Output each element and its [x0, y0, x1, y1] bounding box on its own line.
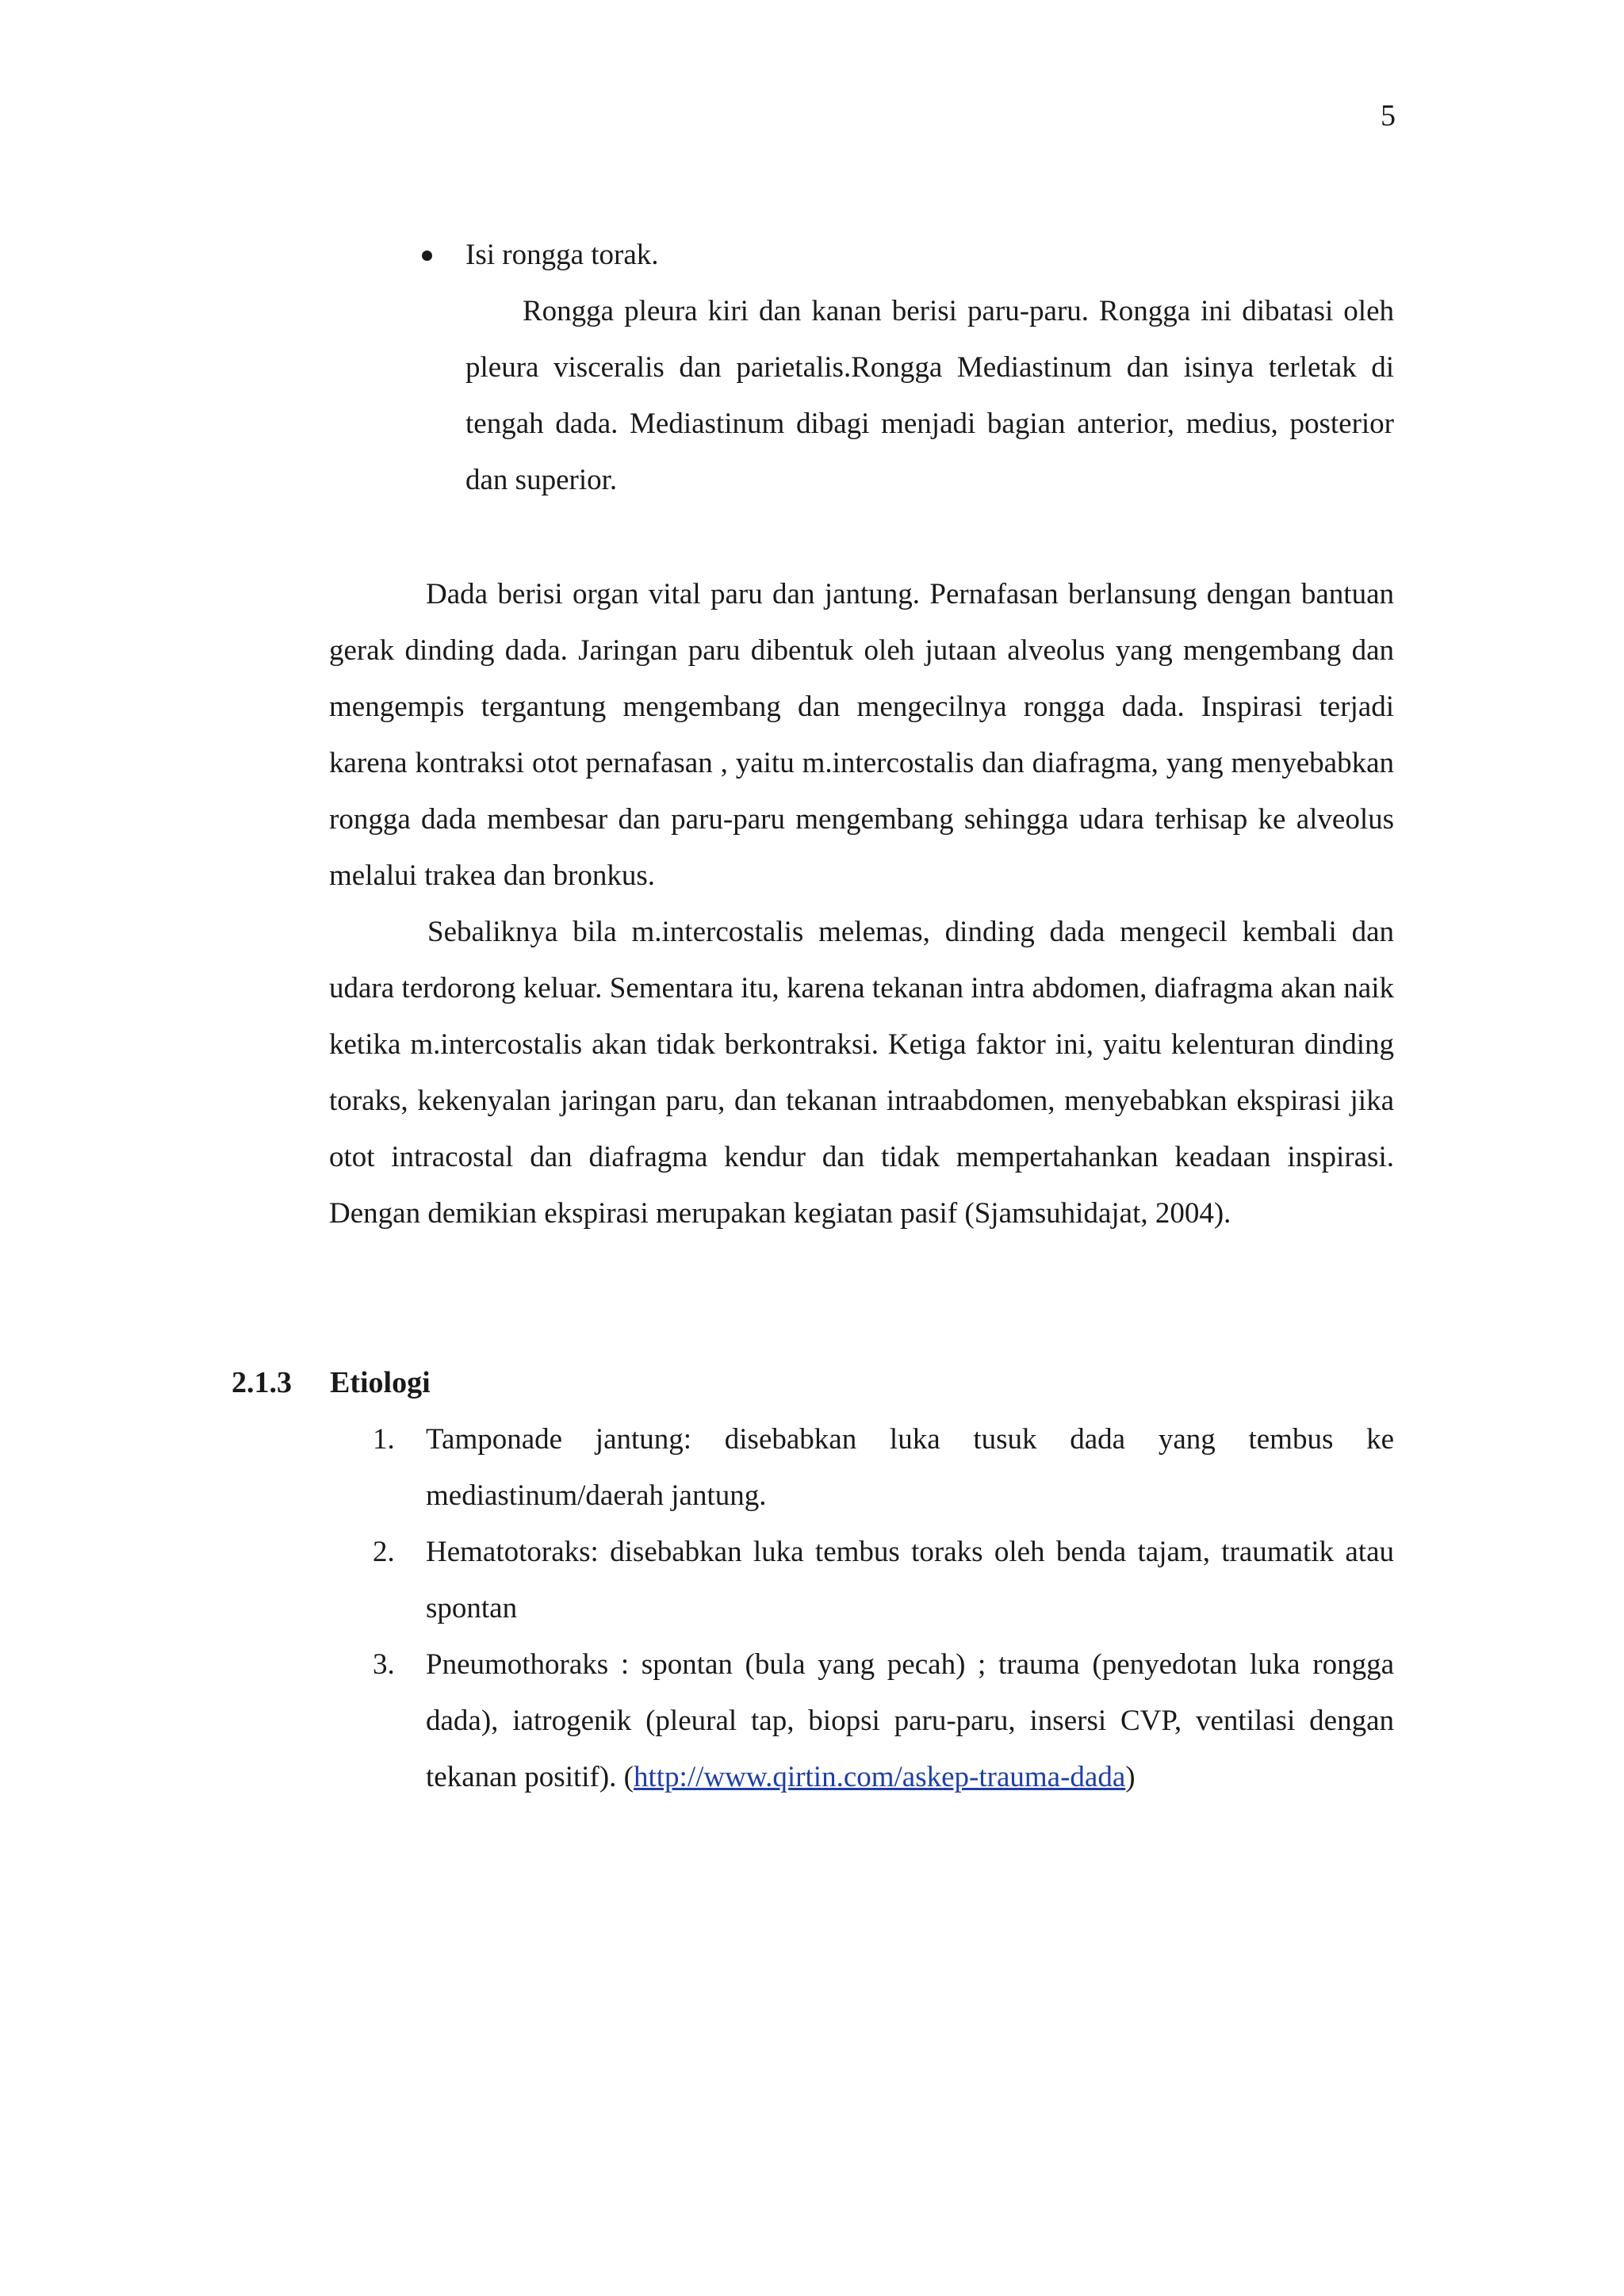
bullet-dot-icon [422, 251, 432, 261]
list-marker: 3. [373, 1648, 395, 1681]
list-marker: 1. [373, 1423, 395, 1456]
bullet-title: Isi rongga torak. [465, 239, 659, 271]
body-paragraph: Dada berisi organ vital paru dan jantung. Pernafasan berlansung dengan bantuan gerak dinding dada. Jaringan paru dibentuk oleh jutaan alveolus yang mengembang dan mengempis tergantung mengembang dan mengecilnya rongga dada. Inspirasi terjadi karena kontraksi otot pernafasan , yaitu m.intercostalis dan diafragma, yang menyebabkan rongga dada membesar dan paru-paru mengembang sehingga udara terhisap ke alveolus melalui trakea dan bronkus. [329, 578, 1394, 892]
list-item-content [426, 1636, 1394, 1805]
list-marker: 2. [373, 1536, 395, 1568]
body-paragraph: Sebaliknya bila m.intercostalis melemas, dinding dada mengecil kembali dan udara terdorong keluar. Sementara itu, karena tekanan intra abdomen, diafragma akan naik ketika m.intercostalis akan tidak berkontraksi. Ketiga faktor ini, yaitu kelenturan dinding toraks, kekenyalan jaringan paru, dan tekanan intraabdomen, menyebabkan ekspirasi jika otot intracostal dan diafragma kendur dan tidak mempertahankan keadaan inspirasi. Dengan demikian ekspirasi merupakan kegiatan pasif (Sjamsuhidajat, 2004). [329, 916, 1394, 1230]
list-item-text: Hematotoraks: disebabkan luka tembus toraks oleh benda tajam, traumatik atau spontan [426, 1536, 1394, 1624]
source-link[interactable]: http://www.qirtin.com/askep-trauma-dada [634, 1761, 1126, 1793]
bullet-body-paragraph: Rongga pleura kiri dan kanan berisi paru-paru. Rongga ini dibatasi oleh pleura visceralis dan parietalis.Rongga Mediastinum dan isinya terletak di tengah dada. Mediastinum dibagi menjadi bagian anterior, medius, posterior dan superior. [465, 295, 1394, 496]
etiology-list [373, 1411, 1394, 1805]
list-item-text: Pneumothoraks : spontan (bula yang pecah) ; trauma (penyedotan luka rongga dada), iatrogenik (pleural tap, biopsi paru-paru, insersi CVP, ventilasi dengan tekanan positif). ( [426, 1648, 1394, 1793]
list-item-text-end: ) [1125, 1761, 1136, 1793]
list-item [373, 1636, 1394, 1805]
list-item-text: Tamponade jantung: disebabkan luka tusuk dada yang tembus ke mediastinum/daerah jantung. [426, 1423, 1394, 1512]
page-number: 5 [1381, 99, 1396, 132]
section-number: 2.1.3 [232, 1366, 292, 1399]
list-item [373, 1411, 1394, 1524]
section-title: Etiologi [330, 1366, 431, 1399]
bullet-item [422, 227, 1394, 283]
list-item [373, 1524, 1394, 1636]
